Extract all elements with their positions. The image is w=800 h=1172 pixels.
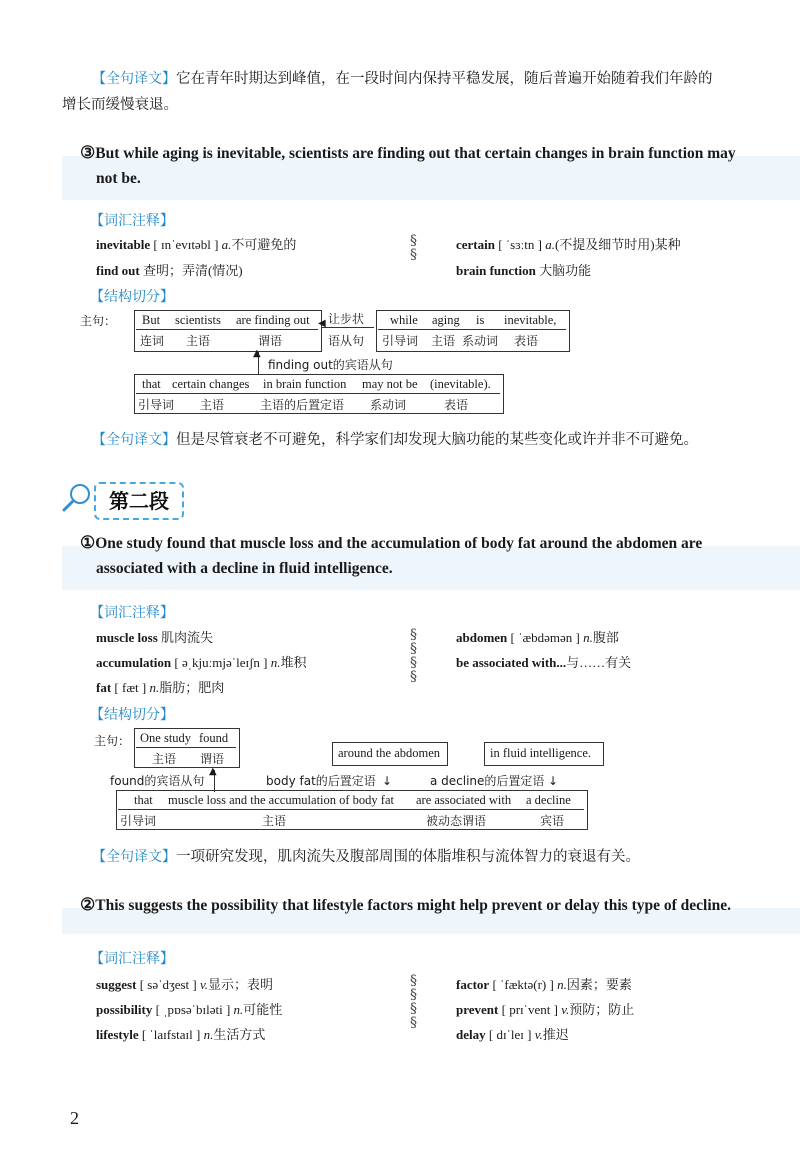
vocab-word: fat [96, 680, 112, 695]
arrow-head-icon: ◀ [318, 318, 326, 329]
clause-role: 引导词 [138, 398, 175, 412]
arrow-head-icon: ▲ [253, 348, 261, 359]
vocab-word: delay [456, 1027, 486, 1042]
vocab-pos: n. [557, 977, 567, 992]
clause-role: 表语 [444, 398, 469, 412]
clause-word: is [476, 313, 485, 327]
clause-word: inevitable, [504, 313, 557, 327]
modifier-note: body fat的后置定语 [266, 774, 376, 788]
vocab-word: brain function [456, 263, 536, 278]
vocab-word: find out [96, 263, 140, 278]
vocab-item [96, 234, 296, 253]
divider-line [378, 329, 566, 330]
clause-role: 连词 [140, 334, 165, 348]
vocab-ipa: [ ˈsɜːtn ] [498, 237, 542, 252]
vocab-meaning: 推迟 [542, 1027, 569, 1042]
clause-role: 主语的后置定语 [260, 398, 345, 412]
translation-paragraph-s3 [92, 427, 792, 453]
vocab-item [456, 234, 681, 253]
vocab-item [96, 260, 243, 279]
clause-word: aging [432, 313, 460, 327]
clause-word: may not be [362, 377, 418, 391]
vocab-tag: 【词汇注释】 [90, 951, 174, 967]
vocab-pos: v. [199, 977, 209, 992]
arrow-head-icon: ▲ [209, 766, 217, 777]
vocab-item [456, 652, 631, 671]
vocab-item [96, 652, 307, 671]
arrow-down-icon: ↓ [548, 774, 559, 788]
adverbial-note: 语从句 [328, 334, 365, 348]
magnifier-icon [60, 482, 94, 512]
vocab-word: inevitable [96, 237, 151, 252]
vocab-ipa: [ əˌkjuːmjəˈleɪʃn ] [174, 655, 268, 670]
vocab-ipa: [ ˈlaɪfstaɪl ] [141, 1027, 201, 1042]
vocab-meaning: 显示；表明 [208, 977, 274, 992]
vocab-pos: n. [233, 1002, 244, 1017]
clause-role: 被动态谓语 [426, 814, 487, 828]
section-title: 第二段 [94, 482, 184, 520]
vocab-item [456, 627, 619, 646]
clause-role: 表语 [514, 334, 539, 348]
translation-text: 一项研究发现，肌肉流失及腹部周围的体脂堆积与流体智力的衰退有关。 [176, 849, 640, 865]
translation-paragraph-1 [92, 66, 792, 92]
clause-word: are finding out [236, 313, 310, 327]
vocab-pos: a. [545, 237, 555, 252]
sentence-1 [80, 530, 780, 557]
vocab-item [96, 974, 273, 993]
vocab-tag: 【词汇注释】 [90, 605, 174, 621]
translation-tag: 【全句译文】 [92, 849, 176, 865]
vocab-item [456, 974, 632, 993]
sentence-number: ③ [80, 143, 96, 162]
arrow-line [322, 327, 374, 328]
sentence-text: But while aging is inevitable, scientists are finding out that certain changes in brain function may [95, 145, 736, 162]
sentence-3-cont: not be. [96, 170, 141, 187]
vocab-meaning: 腹部 [592, 630, 619, 645]
vocab-item [456, 999, 634, 1018]
clause-word: certain changes [172, 377, 250, 391]
clause-word: (inevitable). [430, 377, 491, 391]
object-clause-note: finding out的宾语从句 [268, 358, 393, 372]
vocab-meaning: 大脑功能 [539, 263, 592, 278]
vocab-word: suggest [96, 977, 137, 992]
vocab-pos: a. [221, 237, 232, 252]
sentence-number: ② [80, 895, 96, 914]
translation-tag: 【全句译文】 [92, 71, 176, 87]
clause-role: 引导词 [120, 814, 157, 828]
clause-word: are associated with [416, 793, 512, 807]
clause-word: muscle loss and the accumulation of body fat [168, 793, 394, 807]
translation-text: 它在青年时期达到峰值，在一段时间内保持平稳发展，随后普遍开始随着我们年龄的 [176, 71, 713, 87]
clause-role: 主语 [152, 752, 177, 766]
vocab-item [456, 260, 591, 279]
divider-line [136, 393, 500, 394]
vocab-word: factor [456, 977, 490, 992]
vocab-meaning: 因素；要素 [566, 977, 632, 992]
arrow-down-icon: ↓ [382, 774, 393, 788]
structure-tag: 【结构切分】 [90, 289, 174, 305]
sentence-1-cont: associated with a decline in fluid intelligence. [96, 560, 393, 577]
page-number: 2 [70, 1108, 79, 1128]
adverbial-note: 让步状 [328, 312, 365, 326]
sentence-text: One study found that muscle loss and the accumulation of body fat around the abdomen are [95, 535, 703, 552]
divider-line [118, 809, 584, 810]
vocab-item [96, 627, 213, 646]
modifier-text: around the abdomen [338, 746, 441, 760]
clause-role: 谓语 [258, 334, 283, 348]
vocab-ipa: [ ˌpɒsəˈbɪləti ] [155, 1002, 231, 1017]
main-clause-label: 主句： [94, 734, 131, 748]
vocab-ipa: [ ɪnˈevɪtəbl ] [153, 237, 219, 252]
clause-word: scientists [175, 313, 221, 327]
clause-role: 谓语 [200, 752, 225, 766]
vocab-meaning: 脂肪；肥肉 [159, 680, 225, 695]
vocab-meaning: 生活方式 [213, 1027, 266, 1042]
vocab-word: certain [456, 237, 495, 252]
translation-text: 但是尽管衰老不可避免，科学家们却发现大脑功能的某些变化或许并非不可避免。 [176, 432, 698, 448]
vocab-word: possibility [96, 1002, 153, 1017]
vocab-pos: n. [203, 1027, 214, 1042]
vocab-item [96, 1024, 265, 1043]
vocab-tag: 【词汇注释】 [90, 213, 174, 229]
modifier-note: a decline的后置定语 [430, 774, 545, 788]
translation-tag: 【全句译文】 [92, 432, 176, 448]
vocab-ipa: [ fæt ] [114, 680, 147, 695]
translation-paragraph-1-cont: 增长而缓慢衰退。 [62, 97, 178, 113]
vocab-ipa: [ prɪˈvent ] [501, 1002, 558, 1017]
clause-word: that [134, 793, 153, 807]
vocab-word: accumulation [96, 655, 172, 670]
main-clause-label: 主句： [80, 314, 117, 328]
translation-paragraph-s1 [92, 844, 792, 870]
object-clause-note: found的宾语从句 [110, 774, 205, 788]
vocab-ipa: [ dɪˈleɪ ] [488, 1027, 532, 1042]
vocab-pos: n. [270, 655, 281, 670]
vocab-word: abdomen [456, 630, 508, 645]
vocab-meaning: 堆积 [280, 655, 307, 670]
sentence-2 [80, 892, 792, 919]
vocab-meaning: 预防；防止 [569, 1002, 635, 1017]
clause-word: But [142, 313, 161, 327]
divider-squiggle: § § § § [410, 973, 415, 1031]
vocab-word: be associated with... [456, 655, 567, 670]
clause-word: One study [140, 731, 192, 745]
clause-word: a decline [526, 793, 571, 807]
vocab-word: muscle loss [96, 630, 158, 645]
vocab-meaning: 查明；弄清(情况) [142, 263, 243, 278]
clause-role: 主语 [431, 334, 456, 348]
sentence-number: ① [80, 533, 96, 552]
vocab-item [96, 999, 282, 1018]
clause-word: while [390, 313, 418, 327]
clause-word: that [142, 377, 161, 391]
vocab-meaning: 不可避免的 [231, 237, 297, 252]
clause-role: 主语 [262, 814, 287, 828]
vocab-pos: v. [561, 1002, 570, 1017]
clause-role: 系动词 [370, 398, 407, 412]
vocab-ipa: [ səˈdʒest ] [139, 977, 197, 992]
structure-tag: 【结构切分】 [90, 707, 174, 723]
vocab-ipa: [ ˈfæktə(r) ] [492, 977, 554, 992]
divider-line [136, 747, 236, 748]
vocab-item [456, 1024, 569, 1043]
divider-squiggle: § § § § [410, 627, 415, 685]
vocab-word: prevent [456, 1002, 499, 1017]
vocab-pos: n. [583, 630, 593, 645]
vocab-meaning: 与……有关 [566, 655, 632, 670]
vocab-item [96, 677, 224, 696]
clause-role: 主语 [186, 334, 211, 348]
vocab-pos: n. [149, 680, 160, 695]
vocab-ipa: [ ˈæbdəmən ] [510, 630, 580, 645]
divider-squiggle: § § [410, 233, 415, 263]
sentence-text: This suggests the possibility that lifestyle factors might help prevent or delay this type of decline. [95, 897, 732, 914]
clause-role: 系动词 [462, 334, 499, 348]
clause-word: in brain function [263, 377, 347, 391]
clause-role: 引导词 [382, 334, 419, 348]
vocab-word: lifestyle [96, 1027, 139, 1042]
vocab-meaning: 肌肉流失 [161, 630, 214, 645]
divider-line [136, 329, 318, 330]
clause-role: 宾语 [540, 814, 565, 828]
vocab-meaning: (不提及细节时用)某种 [554, 237, 681, 252]
vocab-meaning: 可能性 [243, 1002, 283, 1017]
vocab-pos: v. [534, 1027, 543, 1042]
clause-role: 主语 [200, 398, 225, 412]
modifier-text: in fluid intelligence. [490, 746, 592, 760]
clause-word: found [199, 731, 229, 745]
sentence-3 [80, 140, 780, 167]
